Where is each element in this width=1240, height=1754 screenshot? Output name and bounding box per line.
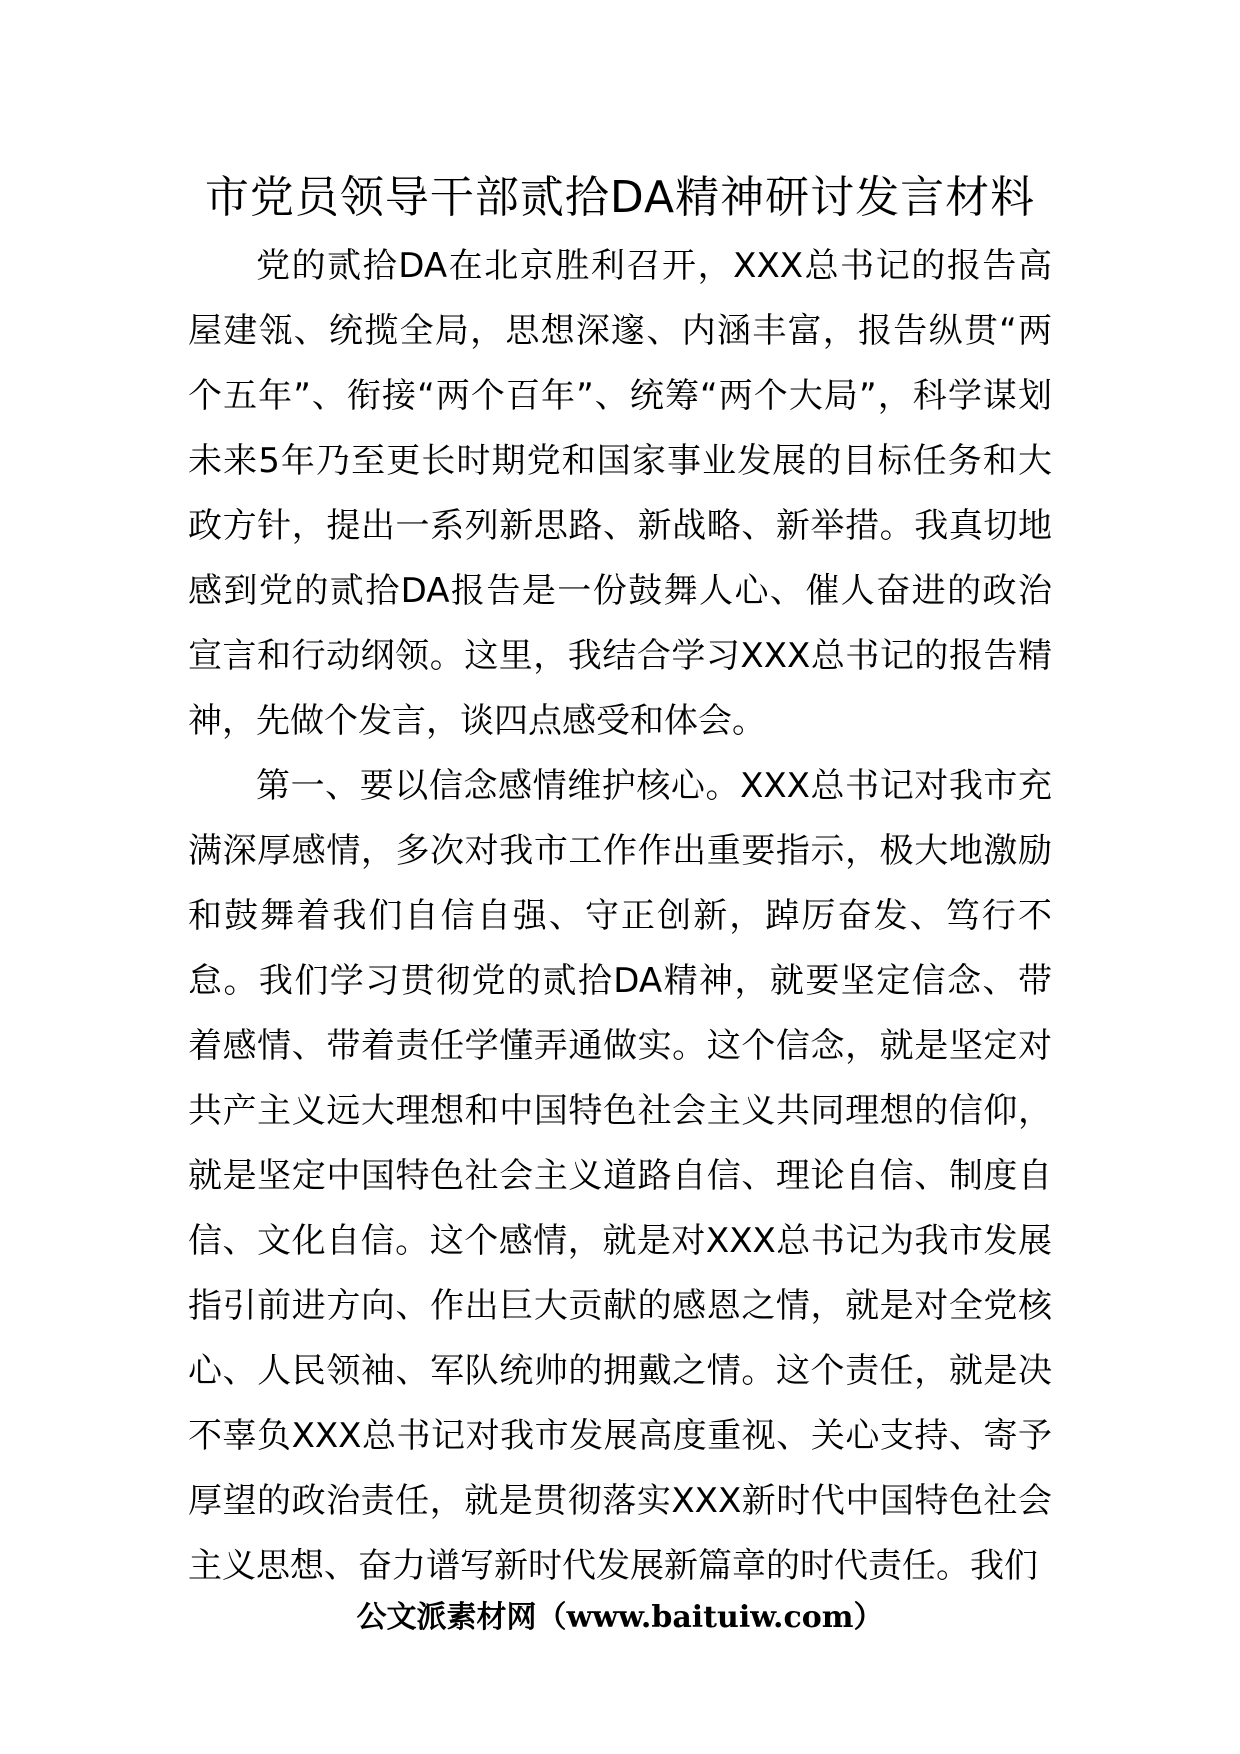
document-title: 市党员领导干部贰拾DA精神研讨发言材料 bbox=[204, 172, 1036, 223]
footer-watermark: 公文派素材网（www.baituiw.com） bbox=[356, 1600, 884, 1635]
paragraph-intro: 党的贰拾DA在北京胜利召开，XXX总书记的报告高屋建瓴、统揽全局，思想深邃、内涵丰富，报告纵贯“两个五年”、衔接“两个百年”、统筹“两个大局”，科学谋划未来5年乃至更长时期党和国家事业发展的目标任务和大政方针，提出一系列新思路、新战略、新举措。我真切地感到党的贰拾DA报告是一份鼓舞人心、催人奋进的政治宣言和行动纲领。这里，我结合学习XXX总书记的报告精神，先做个发言，谈四点感受和体会。 bbox=[188, 246, 1052, 741]
document-body bbox=[188, 234, 1052, 1599]
paragraph-point-one: 第一、要以信念感情维护核心。XXX总书记对我市充满深厚感情，多次对我市工作作出重要指示，极大地激励和鼓舞着我们自信自强、守正创新，踔厉奋发、笃行不怠。我们学习贯彻党的贰拾DA精神，就要坚定信念、带着感情、带着责任学懂弄通做实。这个信念，就是坚定对共产主义远大理想和中国特色社会主义共同理想的信仰，就是坚定中国特色社会主义道路自信、理论自信、制度自信、文化自信。这个感情，就是对XXX总书记为我市发展指引前进方向、作出巨大贡献的感恩之情，就是对全党核心、人民领袖、军队统帅的拥戴之情。这个责任，就是决不辜负XXX总书记对我市发展高度重视、关心支持、寄予厚望的政治责任，就是贯彻落实XXX新时代中国特色社会主义思想、奋力谱写新时代发展新篇章的时代责任。我们 bbox=[188, 766, 1052, 1586]
